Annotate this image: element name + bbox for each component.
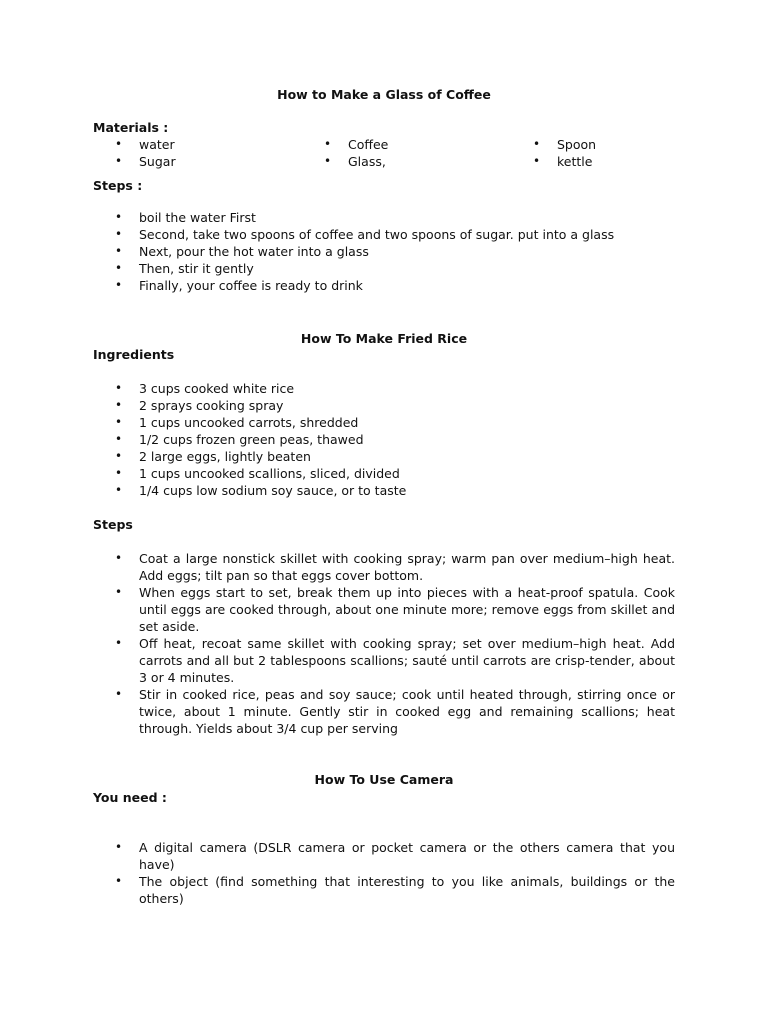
material-item: • water	[115, 136, 176, 153]
list-item: • Finally, your coffee is ready to drink	[0, 277, 675, 294]
list-item: • Second, take two spoons of coffee and two spoons of sugar. put into a glass	[0, 226, 675, 243]
list-item: • 1 cups uncooked carrots, shredded	[0, 414, 675, 431]
material-item: • Spoon	[533, 136, 596, 153]
list-item: • 3 cups cooked white rice	[0, 380, 675, 397]
coffee-steps-heading: Steps :	[93, 178, 143, 193]
you-need-heading: You need :	[93, 790, 167, 805]
list-item: • Coat a large nonstick skillet with cooking spray; warm pan over medium–high heat. Add eggs; tilt pan so that eggs cover bottom.	[0, 550, 675, 584]
material-item: • Coffee	[324, 136, 388, 153]
camera-items-list	[0, 839, 675, 907]
camera-title: How To Use Camera	[314, 772, 454, 787]
list-item: • 2 large eggs, lightly beaten	[0, 448, 675, 465]
list-item: • 1/2 cups frozen green peas, thawed	[0, 431, 675, 448]
material-item: • Sugar	[115, 153, 176, 170]
material-item: • Glass,	[324, 153, 388, 170]
ingredients-list	[0, 380, 675, 499]
list-item: • 1 cups uncooked scallions, sliced, divided	[0, 465, 675, 482]
materials-column-1	[115, 136, 176, 170]
list-item: • A digital camera (DSLR camera or pocket camera or the others camera that you have)	[0, 839, 675, 873]
list-item: • 2 sprays cooking spray	[0, 397, 675, 414]
list-item: • boil the water First	[0, 209, 675, 226]
list-item: • Next, pour the hot water into a glass	[0, 243, 675, 260]
coffee-steps-list	[0, 209, 675, 294]
list-item: • When eggs start to set, break them up into pieces with a heat-proof spatula. Cook until eggs are cooked through, about one minute more; remove eggs from skillet and set aside.	[0, 584, 675, 635]
rice-steps-heading: Steps	[93, 517, 133, 532]
list-item: • The object (find something that interesting to you like animals, buildings or the others)	[0, 873, 675, 907]
coffee-title: How to Make a Glass of Coffee	[277, 87, 491, 102]
material-item: • kettle	[533, 153, 596, 170]
list-item: • Then, stir it gently	[0, 260, 675, 277]
rice-title: How To Make Fried Rice	[300, 331, 468, 346]
list-item: • Off heat, recoat same skillet with cooking spray; set over medium–high heat. Add carrots and all but 2 tablespoons scallions; sauté until carrots are crisp-tender, about 3 or 4 minutes.	[0, 635, 675, 686]
materials-column-3	[533, 136, 596, 170]
list-item: • Stir in cooked rice, peas and soy sauce; cook until heated through, stirring once or twice, about 1 minute. Gently stir in cooked egg and remaining scallions; heat through. Yields about 3/4 cup per serving	[0, 686, 675, 737]
list-item: • 1/4 cups low sodium soy sauce, or to taste	[0, 482, 675, 499]
materials-column-2	[324, 136, 388, 170]
materials-heading: Materials :	[93, 120, 169, 135]
ingredients-heading: Ingredients	[93, 347, 175, 362]
rice-steps-list	[0, 550, 675, 737]
